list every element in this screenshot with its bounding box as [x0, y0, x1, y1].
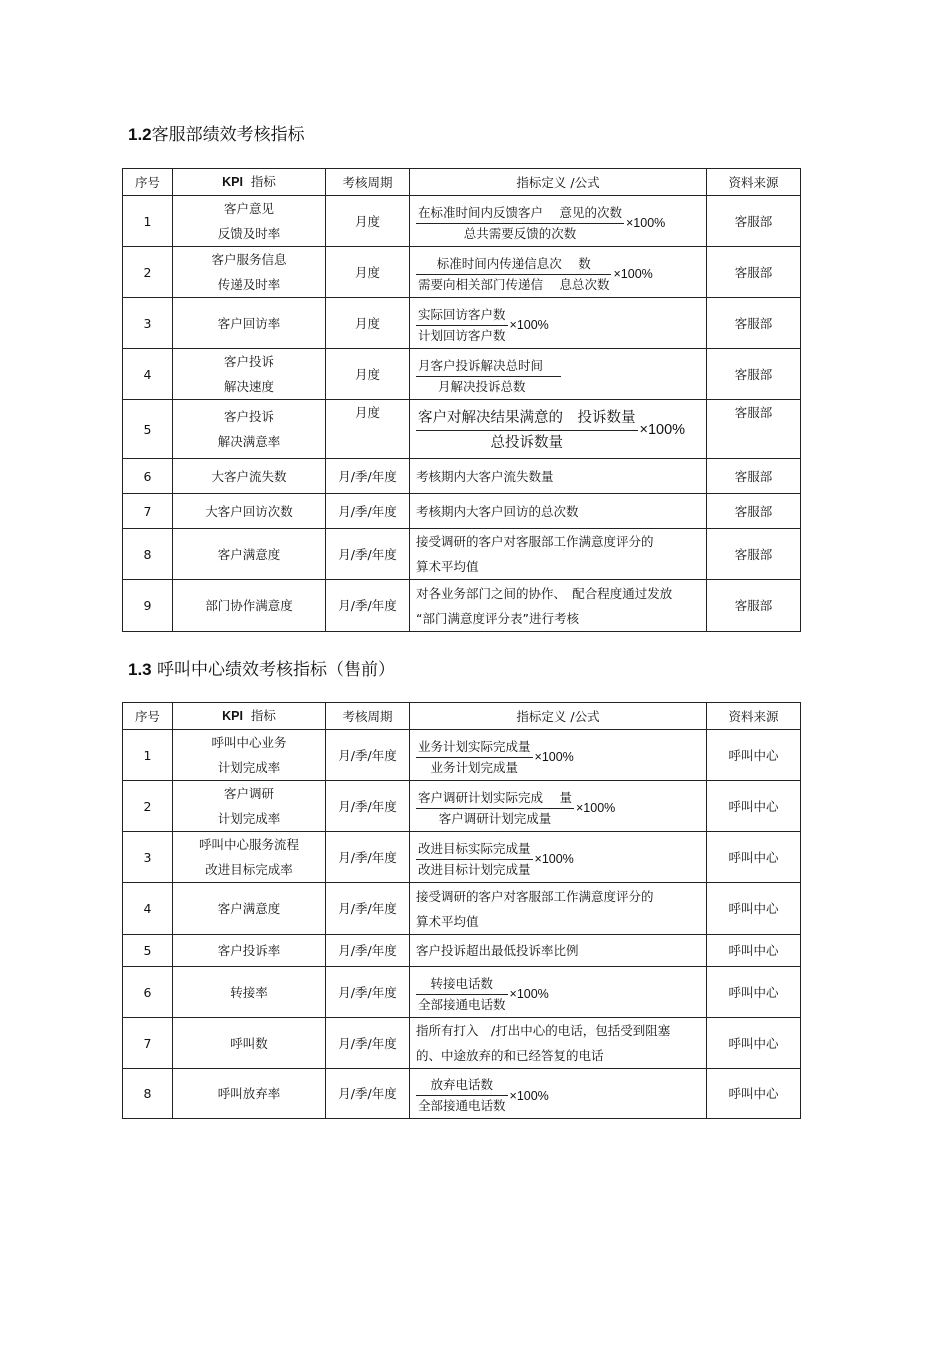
header-source: 资料来源	[707, 703, 801, 730]
kpi-name: 呼叫数	[173, 1018, 326, 1069]
kpi-name: 客户回访率	[173, 298, 326, 349]
table-row: 5 客户投诉率 月/季/年度 客户投诉超出最低投诉率比例 呼叫中心	[123, 935, 801, 967]
table-row: 1 呼叫中心业务 计划完成率 月/季/年度 业务计划实际完成量 业务计划完成量 ×100% 呼叫中心	[123, 730, 801, 781]
section-number: 1.2	[128, 125, 152, 144]
header-source: 资料来源	[707, 169, 801, 196]
definition: 考核期内大客户流失数量	[410, 459, 707, 494]
header-no: 序号	[123, 169, 173, 196]
section-heading-call-center	[128, 655, 395, 680]
section-title: 呼叫中心绩效考核指标（售前）	[157, 660, 396, 680]
kpi-name: 客户服务信息 传递及时率	[173, 247, 326, 298]
table-row: 7 大客户回访次数 月/季/年度 考核期内大客户回访的总次数 客服部	[123, 494, 801, 529]
formula: 客户调研计划实际完成 量 客户调研计划完成量 ×100%	[410, 781, 707, 832]
definition: 接受调研的客户对客服部工作满意度评分的 算术平均值	[410, 883, 707, 935]
formula: 业务计划实际完成量 业务计划完成量 ×100%	[410, 730, 707, 781]
table-row: 6 转接率 月/季/年度 转接电话数 全部接通电话数 ×100% 呼叫中心	[123, 967, 801, 1018]
table-row: 1 客户意见 反馈及时率 月度 在标准时间内反馈客户 意见的次数 总共需要反馈的次数 ×100% 客服部	[123, 196, 801, 247]
section-heading-customer-service	[128, 120, 305, 145]
header-kpi: KPI 指标	[173, 169, 326, 196]
formula: 月客户投诉解决总时间 月解决投诉总数	[410, 349, 707, 400]
table-header-row	[123, 703, 801, 730]
table-row: 4 客户满意度 月/季/年度 接受调研的客户对客服部工作满意度评分的 算术平均值 呼叫中心	[123, 883, 801, 935]
customer-service-kpi-table	[122, 168, 801, 632]
formula: 放弃电话数 全部接通电话数 ×100%	[410, 1069, 707, 1119]
kpi-name: 呼叫中心业务 计划完成率	[173, 730, 326, 781]
kpi-name: 客户满意度	[173, 883, 326, 935]
formula: 改进目标实际完成量 改进目标计划完成量 ×100%	[410, 832, 707, 883]
table-row: 7 呼叫数 月/季/年度 指所有打入 /打出中心的电话，包括受到阻塞 的、中途放弃的和已经答复的电话 呼叫中心	[123, 1018, 801, 1069]
table-row: 4 客户投诉 解决速度 月度 月客户投诉解决总时间 月解决投诉总数 客服部	[123, 349, 801, 400]
table-row: 5 客户投诉 解决满意率 月度 客户对解决结果满意的 投诉数量 总投诉数量 ×100% 客服部	[123, 400, 801, 459]
section-number: 1.3	[128, 660, 152, 679]
kpi-name: 客户投诉率	[173, 935, 326, 967]
table-row: 2 客户服务信息 传递及时率 月度 标准时间内传递信息次 数 需要向相关部门传递信 息总次数 ×100% 客服部	[123, 247, 801, 298]
formula: 转接电话数 全部接通电话数 ×100%	[410, 967, 707, 1018]
table-row: 3 呼叫中心服务流程 改进目标完成率 月/季/年度 改进目标实际完成量 改进目标计划完成量 ×100% 呼叫中心	[123, 832, 801, 883]
kpi-name: 呼叫放弃率	[173, 1069, 326, 1119]
kpi-name: 客户调研 计划完成率	[173, 781, 326, 832]
kpi-name: 客户意见 反馈及时率	[173, 196, 326, 247]
definition: 考核期内大客户回访的总次数	[410, 494, 707, 529]
header-definition: 指标定义 /公式	[410, 703, 707, 730]
definition: 客户投诉超出最低投诉率比例	[410, 935, 707, 967]
kpi-name: 客户投诉 解决满意率	[173, 400, 326, 459]
table-row: 3 客户回访率 月度 实际回访客户数 计划回访客户数 ×100% 客服部	[123, 298, 801, 349]
header-definition: 指标定义 /公式	[410, 169, 707, 196]
table-header-row	[123, 169, 801, 196]
kpi-name: 转接率	[173, 967, 326, 1018]
kpi-name: 呼叫中心服务流程 改进目标完成率	[173, 832, 326, 883]
header-no: 序号	[123, 703, 173, 730]
table-row: 6 大客户流失数 月/季/年度 考核期内大客户流失数量 客服部	[123, 459, 801, 494]
formula: 在标准时间内反馈客户 意见的次数 总共需要反馈的次数 ×100%	[410, 196, 707, 247]
kpi-name: 大客户回访次数	[173, 494, 326, 529]
table-row: 9 部门协作满意度 月/季/年度 对各业务部门之间的协作、 配合程度通过发放 “部门满意度评分表”进行考核 客服部	[123, 580, 801, 632]
header-kpi: KPI 指标	[173, 703, 326, 730]
definition: 对各业务部门之间的协作、 配合程度通过发放 “部门满意度评分表”进行考核	[410, 580, 707, 632]
table-row: 8 呼叫放弃率 月/季/年度 放弃电话数 全部接通电话数 ×100% 呼叫中心	[123, 1069, 801, 1119]
section-title: 客服部绩效考核指标	[151, 125, 305, 145]
definition: 指所有打入 /打出中心的电话，包括受到阻塞 的、中途放弃的和已经答复的电话	[410, 1018, 707, 1069]
header-period: 考核周期	[326, 169, 410, 196]
call-center-kpi-table	[122, 702, 801, 1119]
formula: 客户对解决结果满意的 投诉数量 总投诉数量 ×100%	[410, 400, 707, 459]
kpi-name: 部门协作满意度	[173, 580, 326, 632]
formula: 实际回访客户数 计划回访客户数 ×100%	[410, 298, 707, 349]
header-period: 考核周期	[326, 703, 410, 730]
definition: 接受调研的客户对客服部工作满意度评分的 算术平均值	[410, 529, 707, 580]
table-row: 2 客户调研 计划完成率 月/季/年度 客户调研计划实际完成 量 客户调研计划完成量 ×100% 呼叫中心	[123, 781, 801, 832]
kpi-name: 客户满意度	[173, 529, 326, 580]
kpi-name: 大客户流失数	[173, 459, 326, 494]
table-row: 8 客户满意度 月/季/年度 接受调研的客户对客服部工作满意度评分的 算术平均值 客服部	[123, 529, 801, 580]
kpi-name: 客户投诉 解决速度	[173, 349, 326, 400]
formula: 标准时间内传递信息次 数 需要向相关部门传递信 息总次数 ×100%	[410, 247, 707, 298]
